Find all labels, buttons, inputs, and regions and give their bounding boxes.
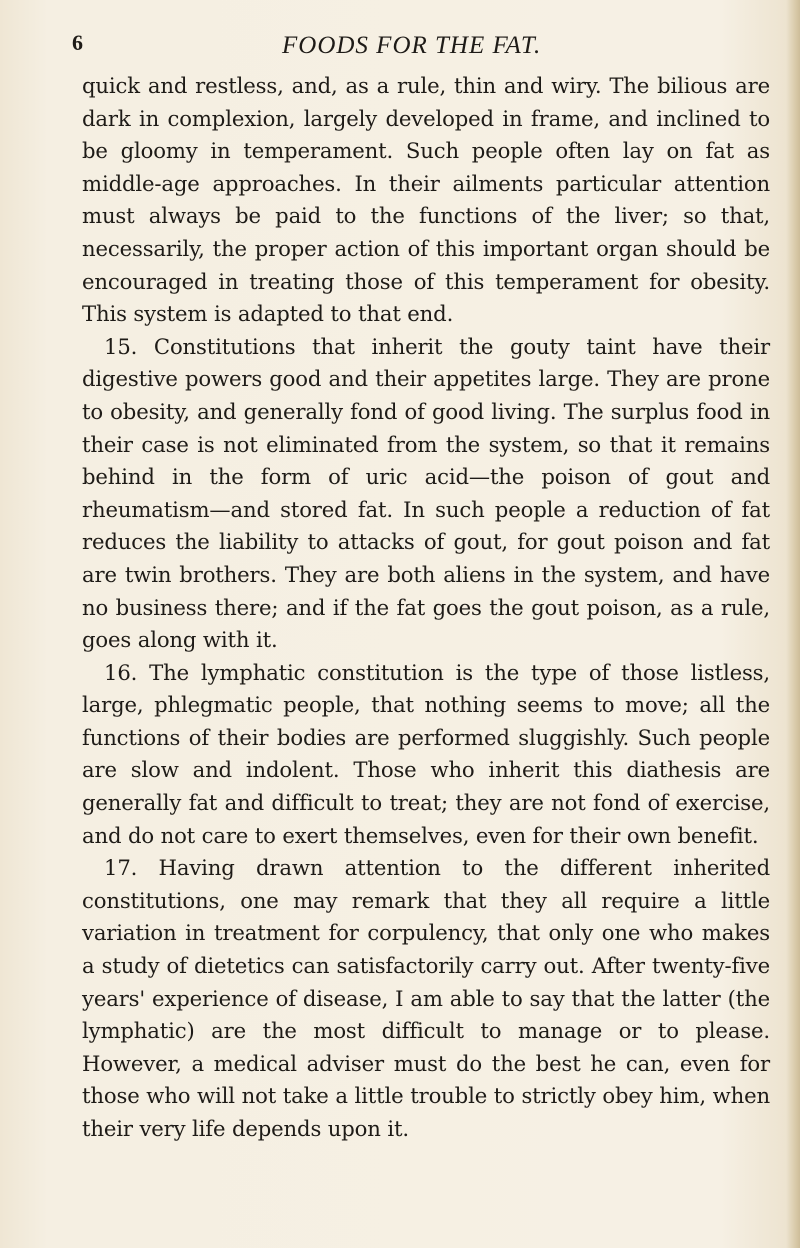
page-header [72,30,772,64]
paragraph-continued: quick and restless, and, as a rule, thin and wiry. The bilious are dark in complexion, largely developed in frame, and inclined to be gloomy in temperament. Such people often lay on fat as middle-age approaches. In their ailments particular attention must always be paid to the functions of the liver; so that, necessarily, the proper action of this important organ should be encouraged in treating those of this temperament for obesity. This system is adapted to that end. [82,73,770,327]
running-title: FOODS FOR THE FAT. [282,32,542,59]
paragraph-15: 15. Constitutions that inherit the gouty taint have their digestive powers good and their appetites large. They are prone to obesity, and generally fond of good living. The surplus food in their case is not eliminated from the system, so that it remains behind in the form of uric acid—the poison of gout and rheumatism—and stored fat. In such people a reduction of fat reduces the liability to attacks of gout, for gout poison and fat are twin brothers. They are both aliens in the system, and have no business there; and if the fat goes the gout poison, as a rule, goes along with it. [82,333,770,653]
paragraph-16: 16. The lymphatic constitution is the type of those listless, large, phlegmatic people, that nothing seems to move; all the functions of their bodies are performed sluggishly. Such people are slow and indolent. Those who inherit this diathesis are generally fat and difficult to treat; they are not fond of exercise, and do not care to exert themselves, even for their own benefit. [82,659,770,848]
body-text [82,70,770,1146]
page-edge-shadow [786,0,800,1248]
paragraph-17: 17. Having drawn attention to the different inherited constitutions, one may remark that they all require a little variation in treatment for corpulency, that only one who makes a study of dietetics can satisfactorily carry out. After twenty-five years' experience of disease, I am able to say that the latter (the lymphatic) are the most difficult to manage or to please. However, a medical adviser must do the best he can, even for those who will not take a little trouble to strictly obey him, when their very life depends upon it. [82,855,770,1141]
page-number: 6 [72,30,83,55]
